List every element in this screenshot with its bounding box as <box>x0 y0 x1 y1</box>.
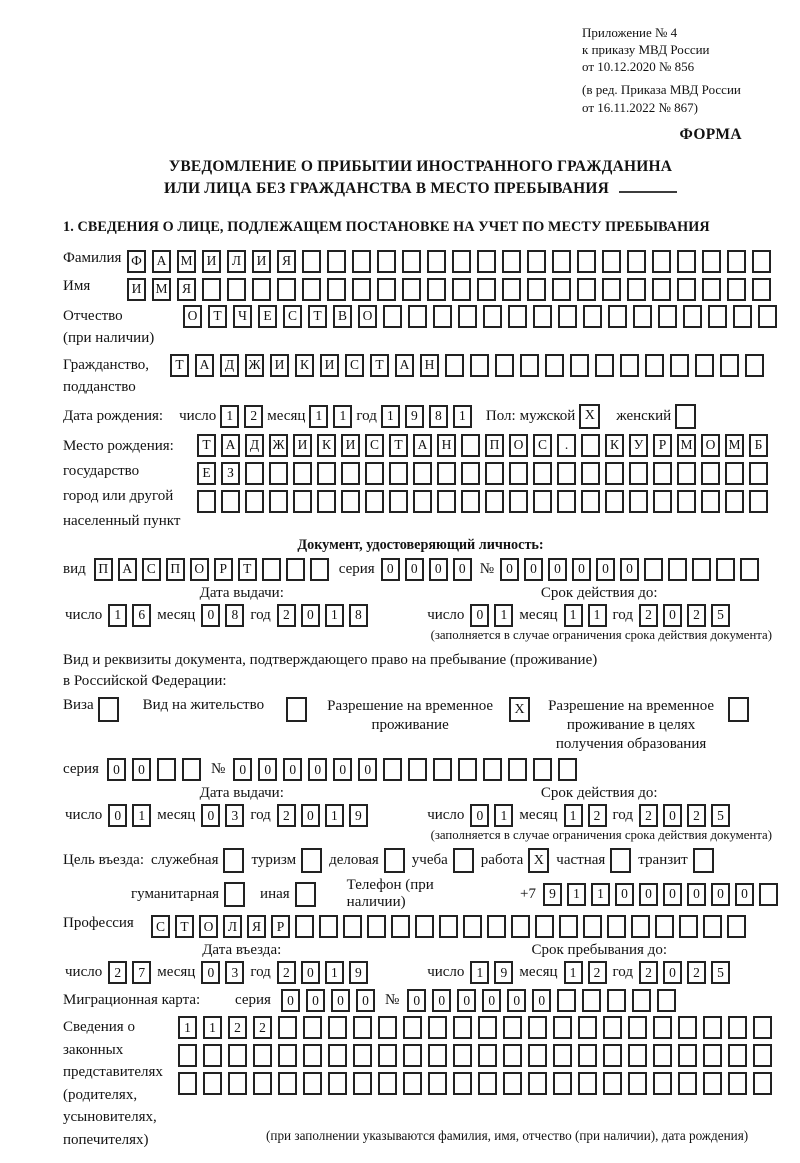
doc-series-label: серия <box>338 560 375 577</box>
field-citizenship <box>63 354 778 399</box>
entry-date: число 2 7 месяц 0 3 год 2 0 1 9 <box>63 961 368 984</box>
doc-series-boxes[interactable]: 0 0 0 0 <box>381 558 472 581</box>
patronymic-boxes[interactable]: О Т Ч Е С Т В О <box>183 305 777 328</box>
form-label: ФОРМА <box>679 125 742 143</box>
issue-month-boxes[interactable]: 0 8 <box>201 604 244 627</box>
birth-month-label: месяц <box>267 407 306 424</box>
temp-residence-checkbox[interactable]: X <box>509 697 530 722</box>
entry-dates <box>63 961 778 984</box>
phone-label: Телефон (при наличии) <box>346 877 434 911</box>
stay-doc-series-number <box>63 758 778 781</box>
temp-residence-label: Разрешение на временное проживание <box>327 698 494 733</box>
purpose-transit-checkbox[interactable] <box>693 848 714 873</box>
purpose-option: учеба <box>412 848 474 873</box>
issue-date-heading: Дата выдачи: <box>199 785 284 802</box>
field-birth-date <box>63 404 778 429</box>
purpose-label: Цель въезда: <box>63 852 144 869</box>
birth-place-boxes-row1[interactable]: Т А Д Ж И К И С Т А Н П О С . К У Р М О М Б <box>197 434 768 457</box>
sex-label: Пол: <box>485 407 516 424</box>
field-surname <box>63 250 778 273</box>
stay-doc-note: (заполняется в случае ограничения срока действия документа) <box>430 828 772 843</box>
migration-card-label: Миграционная карта: <box>63 992 201 1009</box>
edu-residence-checkbox[interactable] <box>728 697 749 722</box>
field-migration-card <box>63 989 778 1012</box>
purpose-business-checkbox[interactable] <box>223 848 244 873</box>
issue-day-boxes[interactable]: 1 6 <box>108 604 151 627</box>
stay-until-heading: Срок пребывания до: <box>531 942 667 959</box>
identity-doc-date-headings <box>63 585 778 602</box>
stay-doc-dates <box>63 804 778 827</box>
sex-female-checkbox[interactable] <box>675 404 696 429</box>
phone-boxes[interactable]: 9 1 1 0 0 0 0 0 0 <box>543 883 778 906</box>
issue-year-boxes[interactable]: 2 0 1 8 <box>277 604 368 627</box>
stay-doc-options <box>63 697 778 753</box>
stay-issue-date: число 0 1 месяц 0 3 год 2 0 1 9 <box>63 804 368 827</box>
birth-month-boxes[interactable]: 1 1 <box>309 405 352 428</box>
form-title <box>63 156 778 201</box>
form-title-line2: ИЛИ ЛИЦА БЕЗ ГРАЖДАНСТВА В МЕСТО ПРЕБЫВАНИЯ <box>63 178 778 200</box>
birth-place-label: Место рождения: государство город или другой населенный пункт <box>63 437 181 529</box>
purpose-option: служебная <box>151 848 245 873</box>
appendix-line: к приказу МВД России <box>582 42 710 58</box>
identity-issue-date: число 1 6 месяц 0 8 год 2 0 1 8 <box>63 604 368 627</box>
valid-year-boxes[interactable]: 2 0 2 5 <box>639 804 730 827</box>
purpose-option: деловая <box>329 848 405 873</box>
form-title-line1: УВЕДОМЛЕНИЕ О ПРИБЫТИИ ИНОСТРАННОГО ГРАЖДАНИНА <box>168 157 673 175</box>
doc-kind-boxes[interactable]: П А С П О Р Т <box>94 558 329 581</box>
entry-date-headings <box>63 942 778 959</box>
stay-series-boxes[interactable]: 0 0 <box>107 758 201 781</box>
surname-label: Фамилия <box>63 249 122 266</box>
stay-series-label: серия <box>63 761 99 778</box>
birth-day-boxes[interactable]: 1 2 <box>220 405 263 428</box>
purpose-option: иная <box>260 882 316 907</box>
purpose-option: транзит <box>638 848 713 873</box>
issue-date-heading: Дата выдачи: <box>199 584 284 601</box>
birth-year-label: год <box>356 407 377 424</box>
migration-number-boxes[interactable]: 0 0 0 0 0 0 <box>407 989 676 1012</box>
representatives-label: Сведения о законных представителях (родителях, усыновителях, попечителях) <box>63 1019 163 1148</box>
stay-number-label: № <box>210 761 226 778</box>
migration-series-label: серия <box>235 992 271 1009</box>
residence-permit-label: Вид на жительство <box>142 697 265 714</box>
appendix-line: Приложение № 4 <box>582 25 678 40</box>
representatives-boxes-row3[interactable] <box>178 1072 772 1095</box>
purpose-option: гуманитарная <box>131 882 245 907</box>
citizenship-boxes[interactable]: Т А Д Ж И К И С Т А Н <box>170 354 764 377</box>
valid-month-boxes[interactable]: 1 2 <box>564 804 607 827</box>
profession-boxes[interactable]: С Т О Л Я Р <box>151 915 746 938</box>
entry-day-boxes[interactable]: 2 7 <box>108 961 151 984</box>
stay-doc-date-headings <box>63 785 778 802</box>
field-name <box>63 278 778 301</box>
stay-until-month-boxes[interactable]: 1 2 <box>564 961 607 984</box>
birth-day-label: число <box>179 407 217 424</box>
field-profession <box>63 915 778 938</box>
birth-place-boxes-row2[interactable]: Е З <box>197 462 768 485</box>
purpose-option: туризм <box>251 848 322 873</box>
doc-number-label: № <box>479 560 494 577</box>
field-identity-doc <box>63 558 778 581</box>
profession-label: Профессия <box>63 915 134 932</box>
stay-until-day-boxes[interactable]: 1 9 <box>470 961 513 984</box>
purpose-other-checkbox[interactable] <box>295 882 316 907</box>
purpose-commercial-checkbox[interactable] <box>384 848 405 873</box>
entry-date-heading: Дата въезда: <box>202 942 282 959</box>
purpose-humanitarian-checkbox[interactable] <box>224 882 245 907</box>
stay-until-date: число 1 9 месяц 1 2 год 2 0 2 5 <box>425 961 730 984</box>
title-blank-line <box>619 178 677 193</box>
entry-month-boxes[interactable]: 0 3 <box>201 961 244 984</box>
entry-year-boxes[interactable]: 2 0 1 9 <box>277 961 368 984</box>
stay-doc-intro: Вид и реквизиты документа, подтверждающего право на пребывание (проживание) в Российской Федерации: <box>63 651 598 690</box>
stay-number-boxes[interactable]: 0 0 0 0 0 0 <box>233 758 577 781</box>
field-entry-purpose-2 <box>131 877 778 911</box>
representatives-boxes-row2[interactable] <box>178 1044 772 1067</box>
valid-month-boxes[interactable]: 1 1 <box>564 604 607 627</box>
appendix-line: от 10.12.2020 № 856 <box>582 59 695 75</box>
field-entry-purpose <box>63 848 778 873</box>
sex-male-label: мужской <box>519 407 576 424</box>
phone-prefix: +7 <box>520 885 536 902</box>
appendix-header <box>582 24 778 116</box>
purpose-tourism-checkbox[interactable] <box>301 848 322 873</box>
identity-doc-note: (заполняется в случае ограничения срока действия документа) <box>430 627 772 642</box>
citizenship-label: Гражданство, подданство <box>63 356 150 396</box>
field-representatives <box>63 1016 778 1151</box>
valid-date-heading: Срок действия до: <box>540 584 658 601</box>
valid-year-boxes[interactable]: 2 0 2 5 <box>639 604 730 627</box>
surname-boxes[interactable]: Ф А М И Л И Я <box>127 250 771 273</box>
revision-line: (в ред. Приказа МВД России <box>582 82 741 98</box>
doc-kind-label: вид <box>63 560 86 577</box>
valid-day-boxes[interactable]: 0 1 <box>470 604 513 627</box>
field-birth-place <box>63 434 778 534</box>
representatives-note: (при заполнении указываются фамилия, имя, отчество (при наличии), дата рождения) <box>266 1128 749 1144</box>
representatives-boxes-row1[interactable]: 1 1 2 2 <box>178 1016 772 1039</box>
identity-doc-heading: Документ, удостоверяющий личность: <box>297 536 544 553</box>
valid-date-heading: Срок действия до: <box>540 785 658 802</box>
visa-checkbox[interactable] <box>98 697 119 722</box>
issue-year-boxes[interactable]: 2 0 1 9 <box>277 804 368 827</box>
stay-valid-date: число 0 1 месяц 1 2 год 2 0 2 5 <box>425 804 730 827</box>
migration-number-label: № <box>384 992 400 1009</box>
valid-day-boxes[interactable]: 0 1 <box>470 804 513 827</box>
purpose-option: работа X <box>481 848 550 873</box>
birth-date-label: Дата рождения: <box>63 407 164 424</box>
issue-month-boxes[interactable]: 0 3 <box>201 804 244 827</box>
name-label: Имя <box>63 277 91 294</box>
issue-day-boxes[interactable]: 0 1 <box>108 804 151 827</box>
visa-label: Виза <box>63 697 94 714</box>
patronymic-label: Отчество (при наличии) <box>63 307 155 347</box>
sex-female-label: женский <box>616 407 672 424</box>
migration-series-boxes[interactable]: 0 0 0 0 <box>281 989 375 1012</box>
section1-heading: 1. СВЕДЕНИЯ О ЛИЦЕ, ПОДЛЕЖАЩЕМ ПОСТАНОВКЕ НА УЧЕТ ПО МЕСТУ ПРЕБЫВАНИЯ <box>63 218 710 235</box>
purpose-option: частная <box>556 848 631 873</box>
residence-permit-checkbox[interactable] <box>286 697 307 722</box>
name-boxes[interactable]: И М Я <box>127 278 771 301</box>
birth-place-boxes-row3[interactable] <box>197 490 768 513</box>
purpose-work-checkbox[interactable]: X <box>528 848 549 873</box>
field-patronymic <box>63 305 778 350</box>
identity-valid-date: число 0 1 месяц 1 1 год 2 0 2 5 <box>425 604 730 627</box>
doc-number-boxes[interactable]: 0 0 0 0 0 0 <box>500 558 759 581</box>
sex-male-checkbox[interactable]: X <box>579 404 600 429</box>
edu-residence-label: Разрешение на временное проживание в целях получения образования <box>548 698 715 752</box>
identity-doc-dates <box>63 604 778 627</box>
stay-until-year-boxes[interactable]: 2 0 2 5 <box>639 961 730 984</box>
purpose-study-checkbox[interactable] <box>453 848 474 873</box>
revision-line: от 16.11.2022 № 867) <box>582 99 699 115</box>
birth-year-boxes[interactable]: 1 9 8 1 <box>381 405 472 428</box>
purpose-private-checkbox[interactable] <box>610 848 631 873</box>
